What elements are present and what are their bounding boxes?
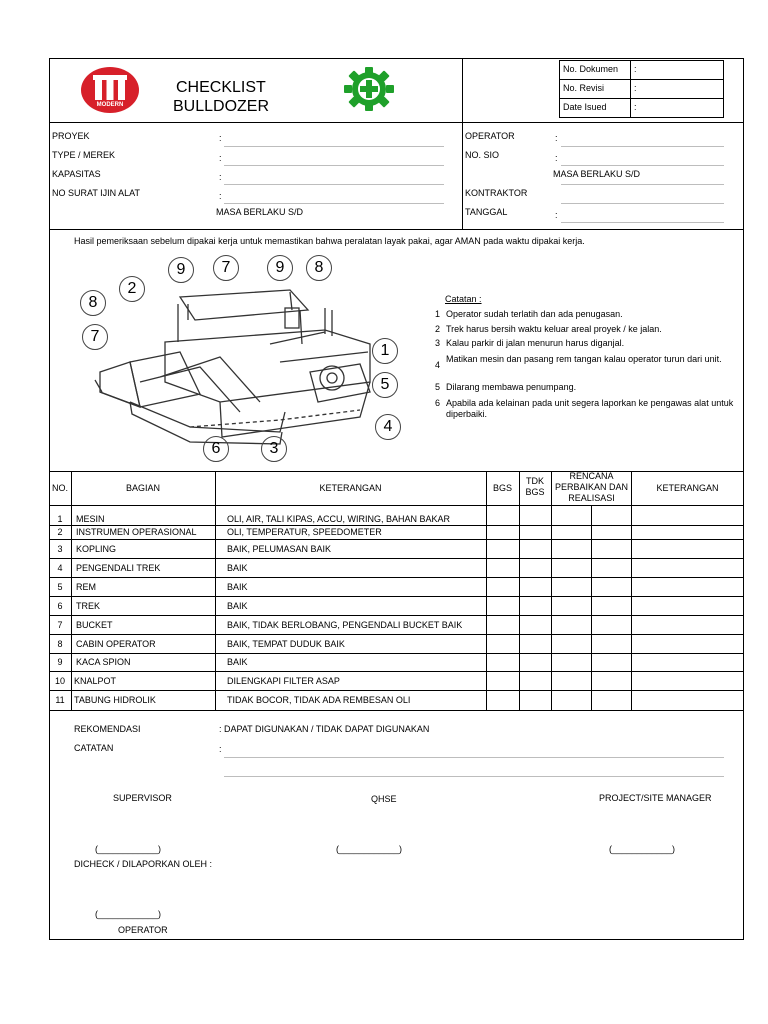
row-divider: [49, 596, 744, 597]
note-number: 3: [435, 338, 441, 348]
th-keterangan-2: KETERANGAN: [656, 483, 719, 493]
note-text: Dilarang membawa penumpang.: [446, 382, 577, 392]
th-bgs: BGS: [492, 483, 512, 493]
row-bagian: TABUNG HIDROLIK: [74, 695, 156, 705]
row-keterangan: BAIK, TIDAK BERLOBANG, PENGENDALI BUCKET BAIK: [227, 620, 463, 630]
note-text: Apabila ada kelainan pada unit segera laporkan ke pengawas alat untuk diperbaiki.: [446, 398, 734, 419]
row-bagian: INSTRUMEN OPERASIONAL: [76, 527, 197, 537]
row-keterangan: BAIK, PELUMASAN BAIK: [227, 544, 332, 554]
table-col-divider: [631, 471, 632, 711]
callout-9-left: 9: [168, 257, 194, 283]
row-bagian: KNALPOT: [74, 676, 117, 686]
callout-8-top: 8: [306, 255, 332, 281]
doc-number-label: No. Dokumen: [563, 64, 619, 74]
row-divider: [49, 690, 744, 691]
row-bagian: KACA SPION: [76, 657, 131, 667]
inspection-intro: Hasil pemeriksaan sebelum dipakai kerja untuk memastikan bahwa peralatan layak pakai, agar AMAN pada waktu dipakai kerja.: [74, 236, 585, 246]
note-number: 4: [435, 360, 441, 370]
no-surat-ijin-field[interactable]: [224, 203, 444, 204]
callout-2: 2: [119, 276, 145, 302]
row-no: 3: [57, 544, 63, 554]
divider-header-vertical: [462, 58, 463, 230]
th-tdk-bgs: TDK BGS: [525, 476, 545, 497]
type-merek-label: TYPE / MEREK: [52, 150, 116, 160]
row-bagian: TREK: [76, 601, 101, 611]
kontraktor-label: KONTRAKTOR: [465, 188, 528, 198]
date-issued-label: Date Isued: [563, 102, 607, 112]
rekomendasi-options[interactable]: : DAPAT DIGUNAKAN / TIDAK DAPAT DIGUNAKAN: [219, 724, 430, 734]
form-frame: [49, 58, 744, 940]
kapasitas-field[interactable]: [224, 184, 444, 185]
date-issued-value[interactable]: :: [634, 102, 637, 112]
row-no: 1: [57, 514, 63, 524]
no-surat-ijin-colon: :: [219, 191, 222, 201]
table-header-divider: [49, 505, 744, 506]
row-no: 6: [57, 601, 63, 611]
row-no: 4: [57, 563, 63, 573]
callout-7-top: 7: [213, 255, 239, 281]
row-keterangan: BAIK, TEMPAT DUDUK BAIK: [227, 639, 345, 649]
th-rencana: RENCANA PERBAIKAN DAN REALISASI: [554, 471, 629, 503]
table-col-divider: [591, 505, 592, 711]
row-no: 2: [57, 527, 63, 537]
callout-1: 1: [372, 338, 398, 364]
row-bagian: MESIN: [76, 514, 105, 524]
type-merek-colon: :: [219, 153, 222, 163]
sio-masa-berlaku-label: MASA BERLAKU S/D: [553, 169, 641, 179]
th-no: NO.: [51, 483, 68, 493]
row-bagian: CABIN OPERATOR: [76, 639, 156, 649]
table-col-divider: [71, 471, 72, 711]
note-text: Trek harus bersih waktu keluar areal proyek / ke jalan.: [446, 324, 662, 334]
callout-8-left: 8: [80, 290, 106, 316]
row-keterangan: OLI, AIR, TALI KIPAS, ACCU, WIRING, BAHAN BAKAR: [227, 514, 451, 524]
operator-colon: :: [555, 133, 558, 143]
row-bagian: KOPLING: [76, 544, 117, 554]
note-number: 6: [435, 398, 441, 408]
catatan-colon: :: [219, 744, 222, 754]
row-bagian: REM: [76, 582, 96, 592]
company-logo: [80, 66, 140, 114]
project-site-manager-signature[interactable]: (____________): [609, 844, 676, 854]
notes-title: Catatan :: [445, 294, 482, 304]
callout-9-right: 9: [267, 255, 293, 281]
divider-inspection: [49, 471, 744, 472]
row-bagian: PENGENDALI TREK: [76, 563, 161, 573]
row-no: 9: [57, 657, 63, 667]
table-bottom-divider: [49, 710, 744, 711]
callout-5: 5: [372, 372, 398, 398]
operator-sign-label: OPERATOR: [118, 925, 168, 935]
row-keterangan: BAIK: [227, 582, 248, 592]
rekomendasi-label: REKOMENDASI: [74, 724, 141, 734]
row-keterangan: DILENGKAPI FILTER ASAP: [227, 676, 340, 686]
row-no: 5: [57, 582, 63, 592]
operator-label: OPERATOR: [465, 131, 515, 141]
logo-text: MODERN: [96, 102, 124, 108]
tanggal-colon: :: [555, 210, 558, 220]
note-text: Matikan mesin dan pasang rem tangan kalau operator turun dari unit.: [446, 354, 722, 364]
callout-3: 3: [261, 436, 287, 462]
catatan-field-line-1[interactable]: [224, 757, 724, 758]
page-title-line1: CHECKLIST: [176, 79, 266, 96]
note-number: 1: [435, 309, 441, 319]
kontraktor-field[interactable]: [561, 203, 724, 204]
table-col-divider: [215, 471, 216, 711]
note-number: 5: [435, 382, 441, 392]
qhse-signature[interactable]: (____________): [336, 844, 403, 854]
row-divider: [49, 525, 744, 526]
tanggal-label: TANGGAL: [465, 207, 508, 217]
row-divider: [49, 653, 744, 654]
row-no: 8: [57, 639, 63, 649]
doc-info-divider: [559, 98, 724, 99]
alat-masa-berlaku-label: MASA BERLAKU S/D: [216, 207, 304, 217]
row-divider: [49, 558, 744, 559]
note-text: Operator sudah terlatih dan ada penugasan.: [446, 309, 623, 319]
callout-7-left: 7: [82, 324, 108, 350]
dicheck-label: DICHECK / DILAPORKAN OLEH :: [74, 859, 213, 869]
page-title-line2: BULLDOZER: [173, 98, 270, 115]
catatan-label: CATATAN: [74, 743, 114, 753]
no-sio-label: NO. SIO: [465, 150, 500, 160]
row-divider: [49, 634, 744, 635]
row-keterangan: BAIK: [227, 601, 248, 611]
note-text: Kalau parkir di jalan menurun harus diganjal.: [446, 338, 625, 348]
proyek-colon: :: [219, 133, 222, 143]
tanggal-field[interactable]: [561, 222, 724, 223]
th-bagian: BAGIAN: [125, 483, 160, 493]
callout-4: 4: [375, 414, 401, 440]
proyek-field[interactable]: [224, 146, 444, 147]
row-no: 11: [55, 695, 65, 705]
table-col-divider: [486, 471, 487, 711]
catatan-field-line-2[interactable]: [224, 776, 724, 777]
row-no: 10: [54, 676, 65, 686]
divider-info: [49, 229, 744, 230]
th-keterangan: KETERANGAN: [319, 483, 382, 493]
kapasitas-colon: :: [219, 172, 222, 182]
row-keterangan: TIDAK BOCOR, TIDAK ADA REMBESAN OLI: [227, 695, 411, 705]
qhse-label: QHSE: [371, 794, 397, 804]
row-divider: [49, 539, 744, 540]
supervisor-label: SUPERVISOR: [113, 793, 172, 803]
row-divider: [49, 671, 744, 672]
revision-value[interactable]: :: [634, 83, 637, 93]
k3-safety-gear-icon: [343, 66, 395, 112]
proyek-label: PROYEK: [52, 131, 90, 141]
revision-label: No. Revisi: [563, 83, 605, 93]
no-sio-field[interactable]: [561, 165, 724, 166]
row-divider: [49, 615, 744, 616]
row-bagian: BUCKET: [76, 620, 113, 630]
doc-info-divider: [559, 79, 724, 80]
no-surat-ijin-label: NO SURAT IJIN ALAT: [52, 188, 141, 198]
supervisor-signature[interactable]: (____________): [95, 844, 162, 854]
doc-info-divider: [630, 60, 631, 118]
row-no: 7: [57, 620, 63, 630]
callout-6: 6: [203, 436, 229, 462]
table-col-divider: [551, 471, 552, 711]
table-col-divider: [519, 471, 520, 711]
note-number: 2: [435, 324, 441, 334]
type-merek-field[interactable]: [224, 165, 444, 166]
kapasitas-label: KAPASITAS: [52, 169, 101, 179]
row-keterangan: OLI, TEMPERATUR, SPEEDOMETER: [227, 527, 382, 537]
bulldozer-diagram: [70, 252, 410, 464]
doc-number-value[interactable]: :: [634, 64, 637, 74]
row-divider: [49, 577, 744, 578]
operator-signature[interactable]: (____________): [95, 909, 162, 919]
sio-masa-berlaku-field[interactable]: [561, 184, 724, 185]
row-keterangan: BAIK: [227, 563, 248, 573]
divider-header: [49, 122, 744, 123]
no-sio-colon: :: [555, 153, 558, 163]
row-keterangan: BAIK: [227, 657, 248, 667]
project-site-manager-label: PROJECT/SITE MANAGER: [599, 793, 712, 803]
operator-field[interactable]: [561, 146, 724, 147]
